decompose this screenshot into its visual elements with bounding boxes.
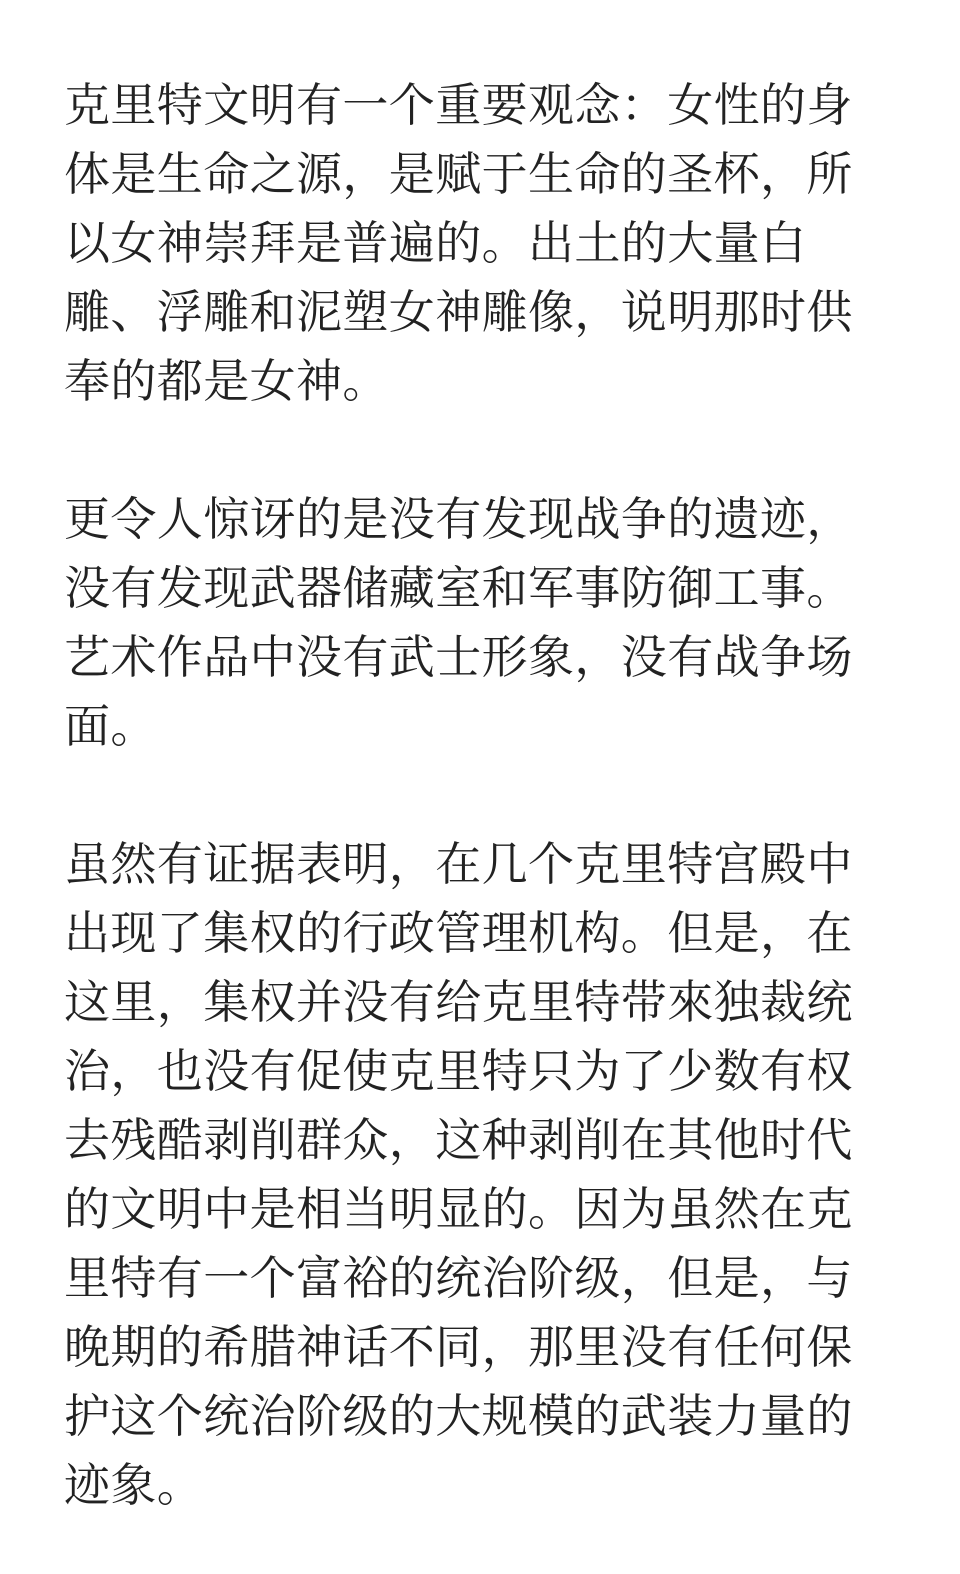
text-line: 虽然有证据表明，在几个克里特宫殿中 [64,837,853,891]
text-line: 面。 [64,699,157,753]
paragraph-centralized-power [64,830,896,1520]
text-line: 治，也没有促使克里特只为了少数有权 [64,1044,853,1098]
text-line: 没有发现武器储藏室和军事防御工事。 [64,561,853,615]
text-line: 去残酷剥削群众，这种剥削在其他时代 [64,1113,853,1167]
article-body [64,71,896,1520]
text-line: 护这个统治阶级的大规模的武装力量的 [64,1389,853,1443]
text-line: 艺术作品中没有武士形象，没有战争场 [64,630,853,684]
text-line: 克里特文明有一个重要观念：女性的身 [64,78,853,132]
text-line: 更令人惊讶的是没有发现战争的遗迹， [64,492,853,546]
text-line: 这里，集权并没有给克里特带來独裁统 [64,975,853,1029]
text-line: 迹象。 [64,1458,204,1512]
text-line: 以女神崇拜是普遍的。出土的大量白 [64,216,807,270]
text-line: 奉的都是女神。 [64,354,389,408]
paragraph-goddess-worship [64,71,896,416]
text-line: 雕、浮雕和泥塑女神雕像，说明那时供 [64,285,853,339]
paragraph-no-war [64,485,896,761]
text-line: 的文明中是相当明显的。因为虽然在克 [64,1182,853,1236]
text-line: 里特有一个富裕的统治阶级，但是，与 [64,1251,853,1305]
paragraph-spacer [64,416,896,485]
text-line: 晚期的希腊神话不同，那里没有任何保 [64,1320,853,1374]
text-line: 体是生命之源，是赋于生命的圣杯，所 [64,147,853,201]
text-line: 出现了集权的行政管理机构。但是，在 [64,906,853,960]
paragraph-spacer [64,761,896,830]
